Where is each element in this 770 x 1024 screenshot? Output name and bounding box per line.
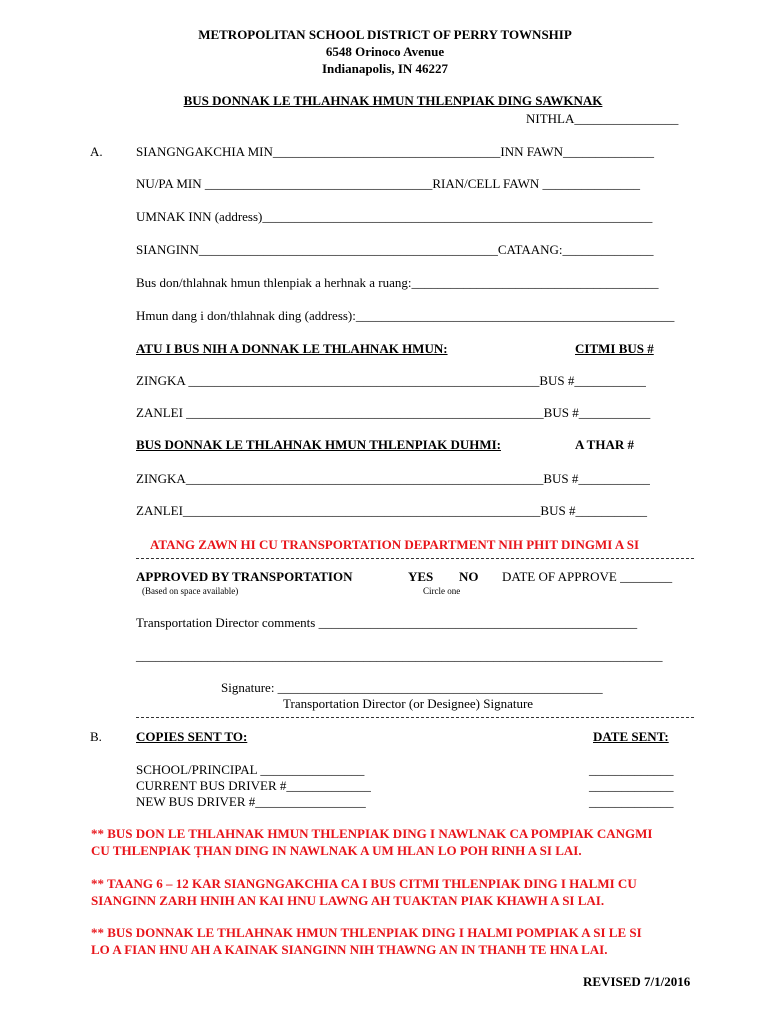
address-field[interactable]: UMNAK INN (address)____________________________________________________________ <box>136 209 653 224</box>
current-morning-field[interactable]: ZINGKA ______________________________________________________BUS #___________ <box>136 373 646 388</box>
copies-date-current-driver[interactable]: _____________ <box>589 778 674 793</box>
copies-row-new-driver[interactable]: NEW BUS DRIVER #_________________ <box>136 794 366 809</box>
circle-one-hint: Circle one <box>423 586 461 596</box>
director-comments-line2[interactable]: _________________________________________________________________________________ <box>136 648 663 663</box>
signature-field[interactable]: Signature: __________________________________________________ <box>221 680 603 695</box>
divider-bottom <box>136 717 694 718</box>
approved-label: APPROVED BY TRANSPORTATION <box>136 569 353 584</box>
copies-heading: COPIES SENT TO: <box>136 729 248 744</box>
signature-caption: Transportation Director (or Designee) Signature <box>283 696 534 711</box>
alt-address-field[interactable]: Hmun dang i don/thlahnak ding (address):_________________________________________________ <box>136 308 675 323</box>
note-1-line1: ** BUS DON LE THLAHNAK HMUN THLENPIAK DING I NAWLNAK CA POMPIAK CANGMI <box>91 826 653 841</box>
current-heading: ATU I BUS NIH A DONNAK LE THLAHNAK HMUN: <box>136 341 448 356</box>
no-option[interactable]: NO <box>459 569 479 584</box>
reason-field[interactable]: Bus don/thlahnak hmun thlenpiak a herhnak a ruang:______________________________________ <box>136 275 659 290</box>
divider-top <box>136 558 694 559</box>
student-name-field[interactable]: SIANGNGAKCHIA MIN___________________________________INN FAWN______________ <box>136 144 654 159</box>
date-field[interactable]: NITHLA________________ <box>526 111 679 126</box>
school-field[interactable]: SIANGINN______________________________________________CATAANG:______________ <box>136 242 654 257</box>
date-sent-heading: DATE SENT: <box>593 729 669 744</box>
director-comments-field[interactable]: Transportation Director comments _________________________________________________ <box>136 615 638 630</box>
requested-bus-heading: A THAR # <box>575 437 634 452</box>
requested-evening-field[interactable]: ZANLEI_______________________________________________________BUS #___________ <box>136 503 647 518</box>
copies-date-new-driver[interactable]: _____________ <box>589 794 674 809</box>
approve-date-field[interactable]: DATE OF APPROVE ________ <box>502 569 673 584</box>
note-3-line2: LO A FIAN HNU AH A KAINAK SIANGINN NIH THAWNG AN IN THANH TE HNA LAI. <box>91 942 608 957</box>
note-3-line1: ** BUS DONNAK LE THLAHNAK HMUN THLENPIAK DING I HALMI POMPIAK A SI LE SI <box>91 925 642 940</box>
current-bus-heading: CITMI BUS # <box>575 341 654 356</box>
section-a-letter: A. <box>90 144 103 159</box>
requested-heading: BUS DONNAK LE THLAHNAK HMUN THLENPIAK DUHMI: <box>136 437 501 452</box>
copies-date-school[interactable]: _____________ <box>589 762 674 777</box>
requested-morning-field[interactable]: ZINGKA_______________________________________________________BUS #___________ <box>136 471 650 486</box>
yes-option[interactable]: YES <box>408 569 434 584</box>
form-title: BUS DONNAK LE THLAHNAK HMUN THLENPIAK DING SAWKNAK <box>183 93 603 108</box>
note-2-line2: SIANGINN ZARH HNIH AN KAI HNU LAWNG AH TUAKTAN PIAK KHAWH A SI LAI. <box>91 893 605 908</box>
note-2-line1: ** TAANG 6 – 12 KAR SIANGNGAKCHIA CA I BUS CITMI THLENPIAK DING I HALMI CU <box>91 876 637 891</box>
parent-name-field[interactable]: NU/PA MIN ___________________________________RIAN/CELL FAWN _______________ <box>136 176 641 191</box>
current-evening-field[interactable]: ZANLEI _______________________________________________________BUS #___________ <box>136 405 651 420</box>
copies-row-current-driver[interactable]: CURRENT BUS DRIVER #_____________ <box>136 778 371 793</box>
revised-date: REVISED 7/1/2016 <box>583 974 691 989</box>
district-name: METROPOLITAN SCHOOL DISTRICT OF PERRY TOWNSHIP <box>198 27 572 42</box>
note-1-line2: CU THLENPIAK ṬHAN DING IN NAWLNAK A UM HLAN LO POH RINH A SI LAI. <box>91 843 582 858</box>
section-b-letter: B. <box>90 729 102 744</box>
district-city: Indianapolis, IN 46227 <box>321 61 449 76</box>
district-street: 6548 Orinoco Avenue <box>325 44 445 59</box>
office-use-notice: ATANG ZAWN HI CU TRANSPORTATION DEPARTMENT NIH PHIT DINGMI A SI <box>150 537 640 552</box>
approved-sublabel: (Based on space available) <box>142 586 239 596</box>
copies-row-school[interactable]: SCHOOL/PRINCIPAL ________________ <box>136 762 365 777</box>
